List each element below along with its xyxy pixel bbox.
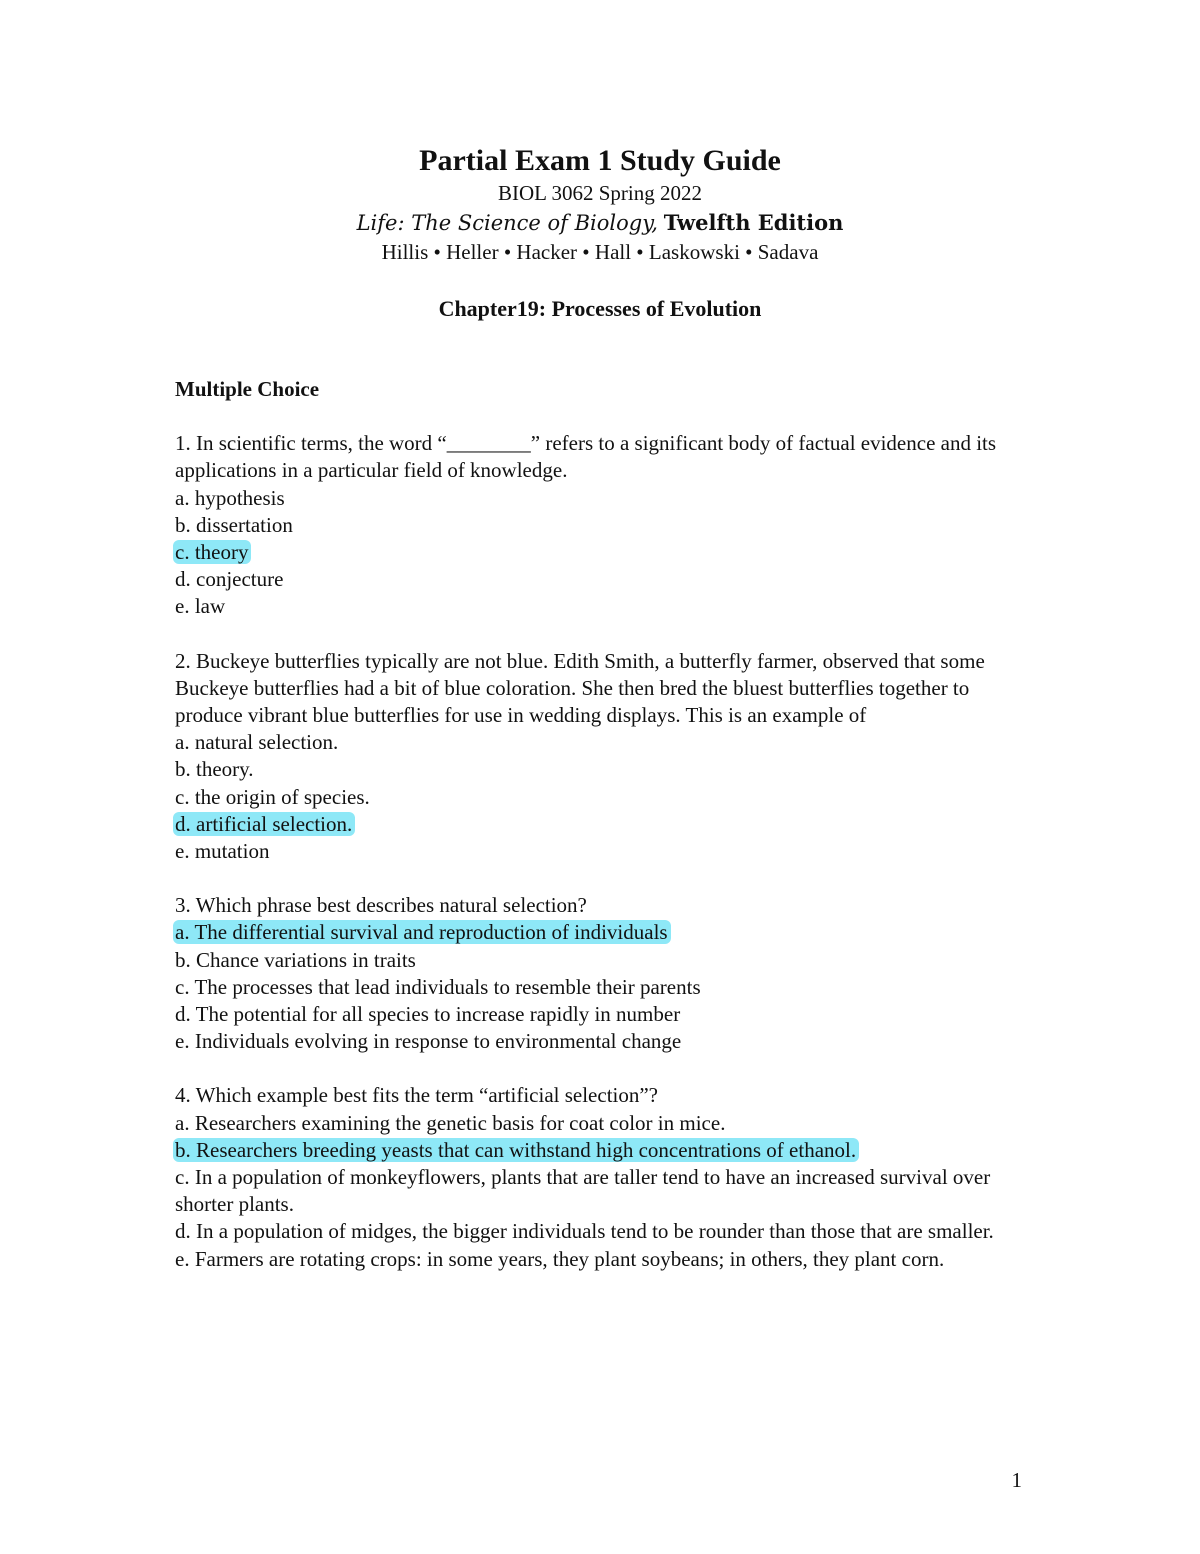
answer-highlight: c. theory [173,540,251,564]
answer-option: c. The processes that lead individuals to resemble their parents [175,974,701,999]
answer-option-highlighted [175,539,1035,566]
answer-option: d. conjecture [175,567,284,592]
answer-option: b. dissertation [175,512,293,537]
section-heading: Multiple Choice [175,377,320,401]
answer-option: d. The potential for all species to increase rapidly in number [175,1002,681,1027]
answer-option: c. the origin of species. [175,784,370,809]
textbook-line [0,208,1200,238]
answer-highlight: d. artificial selection. [173,812,355,836]
answer-highlight: a. The differential survival and reproduction of individuals [173,920,671,944]
answer-option-highlighted [175,919,1035,946]
page-title: Partial Exam 1 Study Guide [419,144,781,177]
answer-option: b. theory. [175,757,254,782]
question-4 [175,1082,1035,1272]
answer-option: a. natural selection. [175,730,339,755]
question-stem: 2. Buckeye butterflies typically are not blue. Edith Smith, a butterfly farmer, observed that some Buckeye butterflies had a bit of blue coloration. She then bred the bluest butterflies together to produce vibrant blue butterflies for use in wedding displays. This is an example of [175,648,985,728]
answer-option: e. Farmers are rotating crops: in some years, they plant soybeans; in others, they plant corn. [175,1246,945,1271]
page-number: 1 [1011,1468,1022,1492]
answer-option: e. Individuals evolving in response to environmental change [175,1029,682,1054]
chapter-heading: Chapter19: Processes of Evolution [438,296,762,321]
answer-option: b. Chance variations in traits [175,947,416,972]
question-stem: 4. Which example best fits the term “artificial selection”? [175,1083,658,1108]
authors-line: Hillis • Heller • Hacker • Hall • Laskowski • Sadava [381,240,819,264]
answer-option: a. hypothesis [175,485,285,510]
question-2 [175,648,1035,866]
answer-option-highlighted [175,811,1035,838]
answer-option: e. mutation [175,839,270,864]
question-3 [175,892,1035,1055]
answer-option-highlighted [175,1137,1035,1164]
course-line: BIOL 3062 Spring 2022 [498,181,702,205]
question-list [175,376,1035,1300]
question-1 [175,430,1035,620]
textbook-edition: Twelfth Edition [663,210,844,235]
answer-option: c. In a population of monkeyflowers, plants that are taller tend to have an increased survival over shorter plants. [175,1165,991,1217]
answer-option: d. In a population of midges, the bigger individuals tend to be rounder than those that are smaller. [175,1219,994,1244]
textbook-title: Life: The Science of Biology, [356,211,658,235]
answer-highlight: b. Researchers breeding yeasts that can withstand high concentrations of ethanol. [173,1138,859,1162]
answer-option: e. law [175,594,226,619]
answer-option: a. Researchers examining the genetic basis for coat color in mice. [175,1110,726,1135]
question-stem: 3. Which phrase best describes natural selection? [175,893,587,918]
question-stem: 1. In scientific terms, the word “________” refers to a significant body of factual evidence and its applications in a particular field of knowledge. [175,431,997,483]
